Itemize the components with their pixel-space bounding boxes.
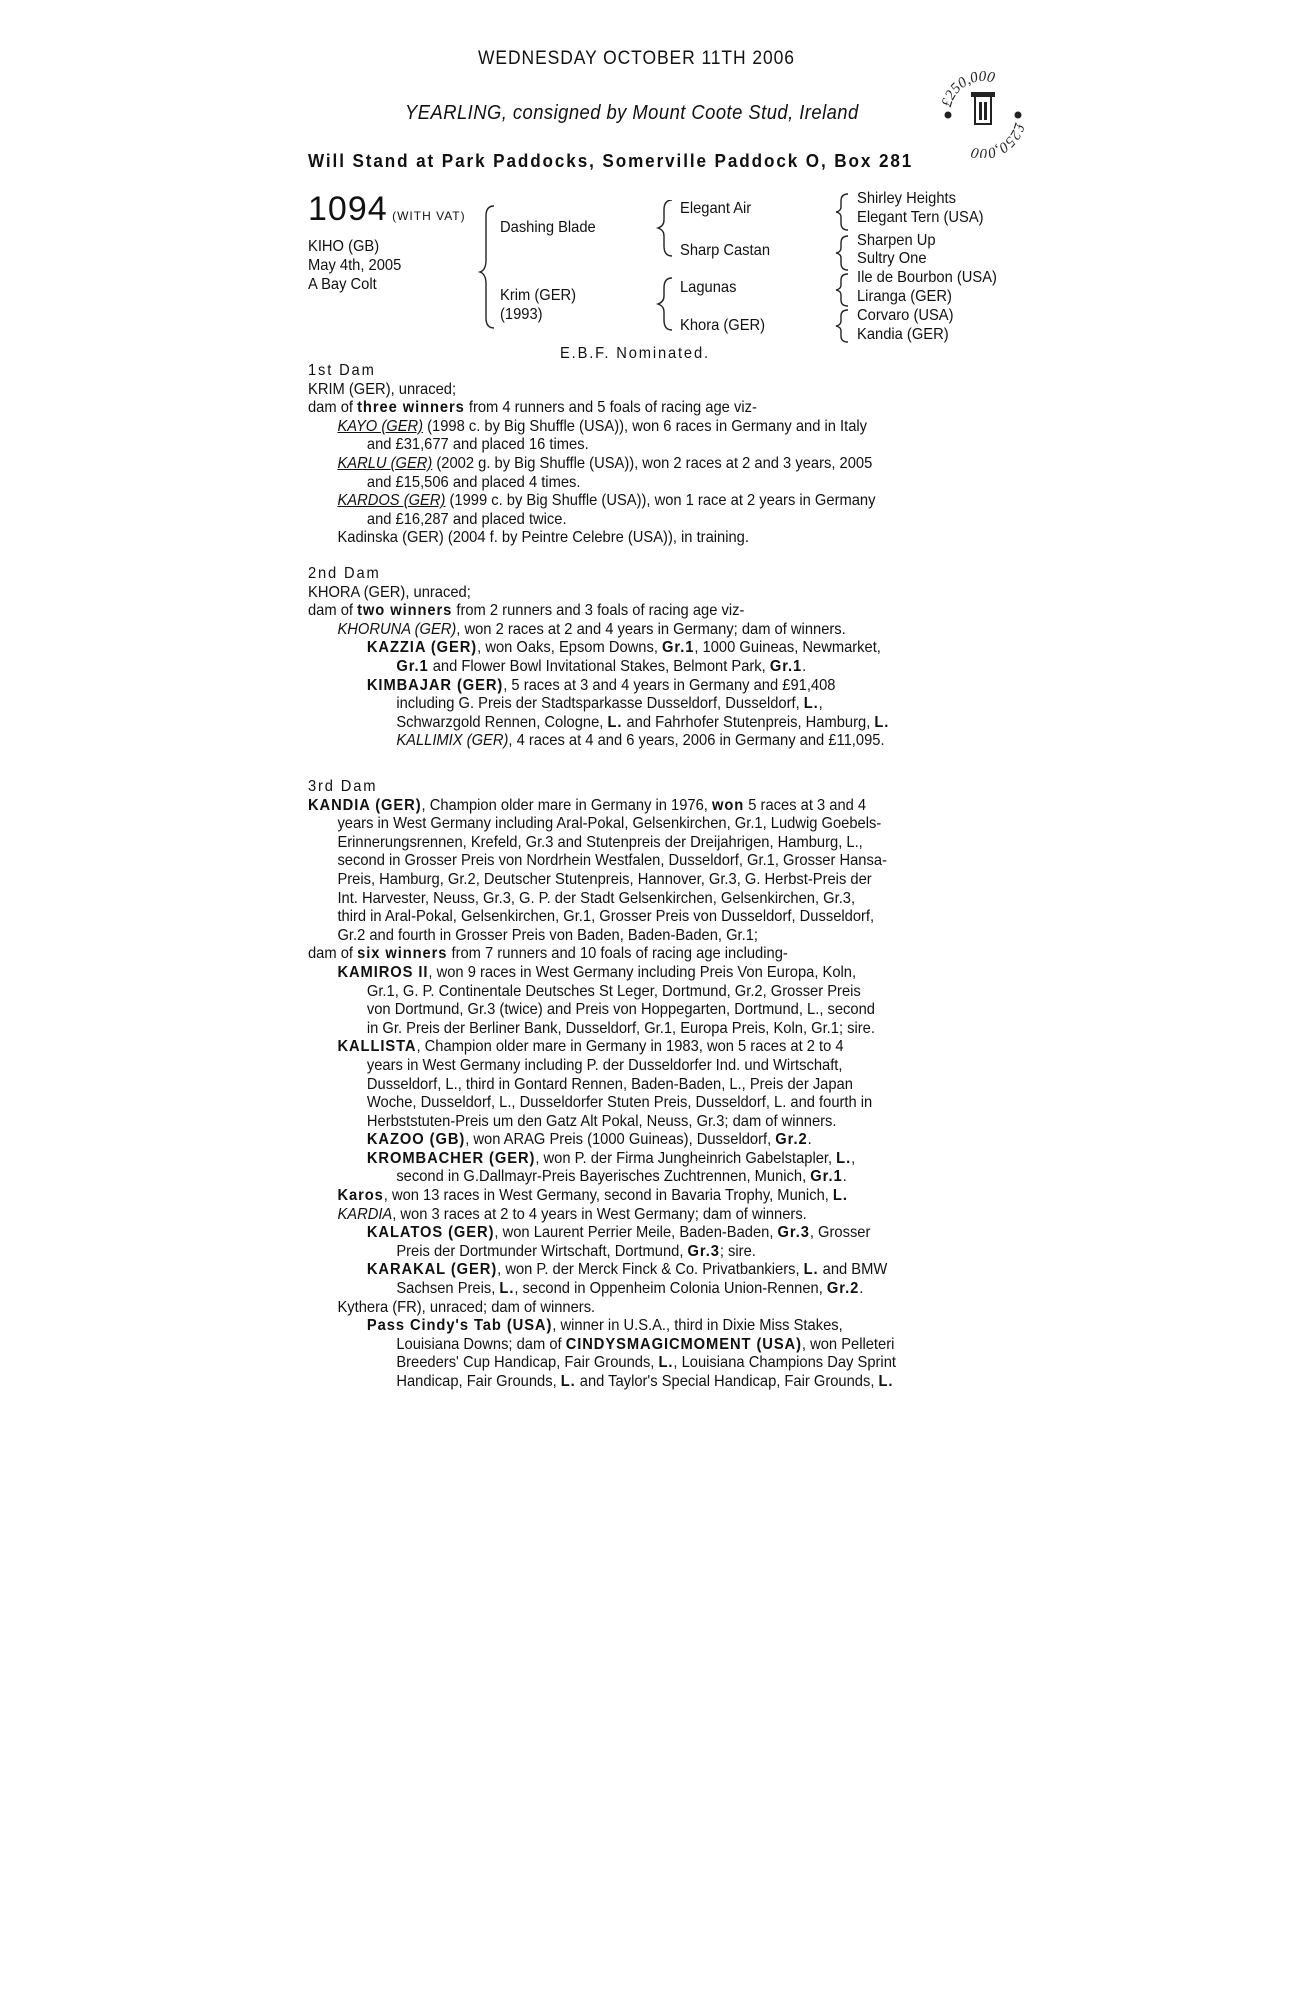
progeny-kalatos-cont: Preis der Dortmunder Wirtschaft, Dortmund, Gr.3; sire. xyxy=(396,1242,756,1260)
progeny-karlu-cont: and £15,506 and placed 4 times. xyxy=(366,473,581,491)
progeny-kamiros-cont: von Dortmund, Gr.3 (twice) and Preis von Hoppegarten, Dortmund, L., second xyxy=(366,1001,875,1019)
progeny-kalatos: KALATOS (GER), won Laurent Perrier Meile, Baden-Baden, Gr.3, Grosser xyxy=(366,1224,871,1242)
pedigree-gen3-8: Kandia (GER) xyxy=(857,326,949,343)
progeny-karakal-cont: Sachsen Preis, L., second in Oppenheim Colonia Union-Rennen, Gr.2. xyxy=(396,1280,864,1298)
progeny-kimbajar-cont2: Schwarzgold Rennen, Cologne, L. and Fahrhofer Stutenpreis, Hamburg, L. xyxy=(396,713,890,731)
third-dam-kandia: KANDIA (GER), Champion older mare in Germany in 1976, won 5 races at 3 and 4 xyxy=(308,796,867,814)
progeny-karakal: KARAKAL (GER), won P. der Merck Finck & Co. Privatbankiers, L. and BMW xyxy=(366,1261,888,1279)
progeny-kallimix: KALLIMIX (GER), 4 races at 4 and 6 years, 2006 in Germany and £11,095. xyxy=(396,732,885,750)
progeny-kythera: Kythera (FR), unraced; dam of winners. xyxy=(337,1298,596,1316)
third-dam-summary: dam of six winners from 7 runners and 10 foals of racing age including- xyxy=(308,945,788,963)
kandia-line: second in Grosser Preis von Nordrhein Westfalen, Dusseldorf, Gr.1, Grosser Hansa- xyxy=(337,852,887,870)
progeny-pass-cont3: Handicap, Fair Grounds, L. and Taylor's Special Handicap, Fair Grounds, L. xyxy=(396,1373,894,1390)
sale-date: WEDNESDAY OCTOBER 11TH 2006 xyxy=(478,48,795,69)
lot-number: 1094 xyxy=(308,190,388,228)
progeny-kamiros-cont: in Gr. Preis der Berliner Bank, Dusseldorf, Gr.1, Europa Preis, Koln, Gr.1; sire. xyxy=(366,1019,875,1037)
pedigree-gen2-3: Lagunas xyxy=(680,279,737,296)
progeny-pass-cont1: Louisiana Downs; dam of CINDYSMAGICMOMENT (USA), won Pelleteri xyxy=(396,1335,895,1353)
foaling-date: May 4th, 2005 xyxy=(308,257,402,274)
first-dam-summary: dam of three winners from 4 runners and 5 foals of racing age viz- xyxy=(308,399,757,417)
progeny-pass-cont2: Breeders' Cup Handicap, Fair Grounds, L., Louisiana Champions Day Sprint xyxy=(396,1354,896,1372)
pedigree-gen3-1: Shirley Heights xyxy=(857,190,957,207)
kandia-line: Int. Harvester, Neuss, Gr.3, G. P. der Stadt Gelsenkirchen, Gelsenkirchen, Gr.3, xyxy=(337,889,856,907)
pedigree-dam-year: (1993) xyxy=(500,306,543,323)
progeny-kazzia-cont: Gr.1 and Flower Bowl Invitational Stakes, Belmont Park, Gr.1. xyxy=(396,657,807,675)
pedigree-braces-gen3 xyxy=(832,190,856,350)
progeny-krombacher-cont: second in G.Dallmayr-Preis Bayerisches Zuchtrennen, Munich, Gr.1. xyxy=(396,1168,847,1186)
kandia-line: years in West Germany including Aral-Pokal, Gelsenkirchen, Gr.1, Ludwig Goebels- xyxy=(337,815,882,833)
svg-text:£250,000 xyxy=(969,121,1027,158)
progeny-kamiros: KAMIROS II, won 9 races in West Germany including Preis Von Europa, Koln, xyxy=(337,963,857,981)
lot-number-row xyxy=(308,190,466,229)
progeny-kallista-cont: Woche, Dusseldorf, L., Dusseldorfer Stuten Preis, Dusseldorf, L. and fourth in xyxy=(366,1094,873,1112)
progeny-kadinska: Kadinska (GER) (2004 f. by Peintre Celebre (USA)), in training. xyxy=(337,529,749,547)
pedigree-gen2-1: Elegant Air xyxy=(680,200,752,217)
progeny-kayo-cont: and £31,677 and placed 16 times. xyxy=(366,436,589,454)
reserve-stamp-seal xyxy=(938,68,1028,158)
second-dam-name: KHORA (GER), unraced; xyxy=(308,583,471,601)
kandia-line: Gr.2 and fourth in Grosser Preis von Baden, Baden-Baden, Gr.1; xyxy=(337,926,759,944)
progeny-kallista-cont: Dusseldorf, L., third in Gontard Rennen, Baden-Baden, L., Preis der Japan xyxy=(366,1075,853,1093)
kandia-line: third in Aral-Pokal, Gelsenkirchen, Gr.1, Grosser Preis von Dusseldorf, Dusseldorf, xyxy=(337,908,875,926)
pedigree-gen2-4: Khora (GER) xyxy=(680,317,766,334)
progeny-kazzia: KAZZIA (GER), won Oaks, Epsom Downs, Gr.1, 1000 Guineas, Newmarket, xyxy=(366,639,881,657)
pedigree-gen3-4: Sultry One xyxy=(857,250,927,267)
pedigree-dam: Krim (GER) xyxy=(500,287,577,304)
third-dam-section xyxy=(308,778,970,1392)
progeny-kardos-cont: and £16,287 and placed twice. xyxy=(366,510,567,528)
stamp-bottom-text: £250,000 xyxy=(969,121,1028,158)
stand-location: Will Stand at Park Paddocks, Somerville Paddock O, Box 281 xyxy=(308,151,914,171)
kandia-line: Preis, Hamburg, Gr.2, Deutscher Stutenpreis, Hannover, Gr.3, G. Herbst-Preis der xyxy=(337,870,872,888)
progeny-kallista-cont: years in West Germany including P. der Dusseldorfer Ind. und Wirtschaft, xyxy=(366,1056,843,1074)
pedigree-gen3-3: Sharpen Up xyxy=(857,232,936,249)
progeny-kazoo: KAZOO (GB), won ARAG Preis (1000 Guineas), Dusseldorf, Gr.2. xyxy=(366,1131,812,1149)
kandia-line: Erinnerungsrennen, Krefeld, Gr.3 and Stutenpreis der Dreijahrigen, Hamburg, L., xyxy=(337,833,863,851)
progeny-kimbajar: KIMBAJAR (GER), 5 races at 3 and 4 years in Germany and £91,408 xyxy=(366,676,836,694)
second-dam-section xyxy=(308,565,970,751)
progeny-khoruna: KHORUNA (GER), won 2 races at 2 and 4 years in Germany; dam of winners. xyxy=(337,620,846,638)
progeny-kayo: KAYO (GER) (1998 c. by Big Shuffle (USA)), won 6 races in Germany and in Italy xyxy=(337,417,868,435)
ebf-nomination: E.B.F. Nominated. xyxy=(560,345,710,362)
progeny-kallista-cont: Herbststuten-Preis um den Gatz Alt Pokal, Neuss, Gr.3; dam of winners. xyxy=(366,1112,837,1130)
horse-name: KIHO (GB) xyxy=(308,238,380,255)
progeny-karos: Karos, won 13 races in West Germany, second in Bavaria Trophy, Munich, L. xyxy=(337,1187,848,1205)
lot-vat: (WITH VAT) xyxy=(392,209,466,223)
consignment-line: YEARLING, consigned by Mount Coote Stud, Ireland xyxy=(405,102,859,124)
progeny-pass-cindys-tab: Pass Cindy's Tab (USA), winner in U.S.A., third in Dixie Miss Stakes, xyxy=(366,1317,843,1335)
first-dam-heading: 1st Dam xyxy=(308,362,376,379)
second-dam-heading: 2nd Dam xyxy=(308,565,381,582)
pedigree-gen2-2: Sharp Castan xyxy=(680,242,771,259)
progeny-kardia: KARDIA, won 3 races at 2 to 4 years in West Germany; dam of winners. xyxy=(337,1205,807,1223)
pedigree-gen3-7: Corvaro (USA) xyxy=(857,307,954,324)
first-dam-section xyxy=(308,362,970,548)
pedigree-gen3-6: Liranga (GER) xyxy=(857,288,952,305)
svg-text:£250,000 xyxy=(939,69,997,109)
stamp-top-text: £250,000 xyxy=(938,68,997,109)
pedigree-gen3-5: Ile de Bourbon (USA) xyxy=(857,269,997,286)
pedigree-gen3-2: Elegant Tern (USA) xyxy=(857,209,984,226)
second-dam-summary: dam of two winners from 2 runners and 3 foals of racing age viz- xyxy=(308,602,745,620)
progeny-kallista: KALLISTA, Champion older mare in Germany in 1983, won 5 races at 2 to 4 xyxy=(337,1038,844,1056)
horse-description: A Bay Colt xyxy=(308,276,377,293)
progeny-kimbajar-cont1: including G. Preis der Stadtsparkasse Dusseldorf, Dusseldorf, L., xyxy=(396,695,823,713)
progeny-krombacher: KROMBACHER (GER), won P. der Firma Jungheinrich Gabelstapler, L., xyxy=(366,1149,856,1167)
progeny-kamiros-cont: Gr.1, G. P. Continentale Deutsches St Leger, Dortmund, Gr.2, Grosser Preis xyxy=(366,982,861,1000)
progeny-kardos: KARDOS (GER) (1999 c. by Big Shuffle (USA)), won 1 race at 2 years in Germany xyxy=(337,492,876,510)
progeny-karlu: KARLU (GER) (2002 g. by Big Shuffle (USA)), won 2 races at 2 and 3 years, 2005 xyxy=(337,454,873,472)
pedigree-sire: Dashing Blade xyxy=(500,219,596,236)
third-dam-heading: 3rd Dam xyxy=(308,778,378,795)
first-dam-name: KRIM (GER), unraced; xyxy=(308,380,457,398)
